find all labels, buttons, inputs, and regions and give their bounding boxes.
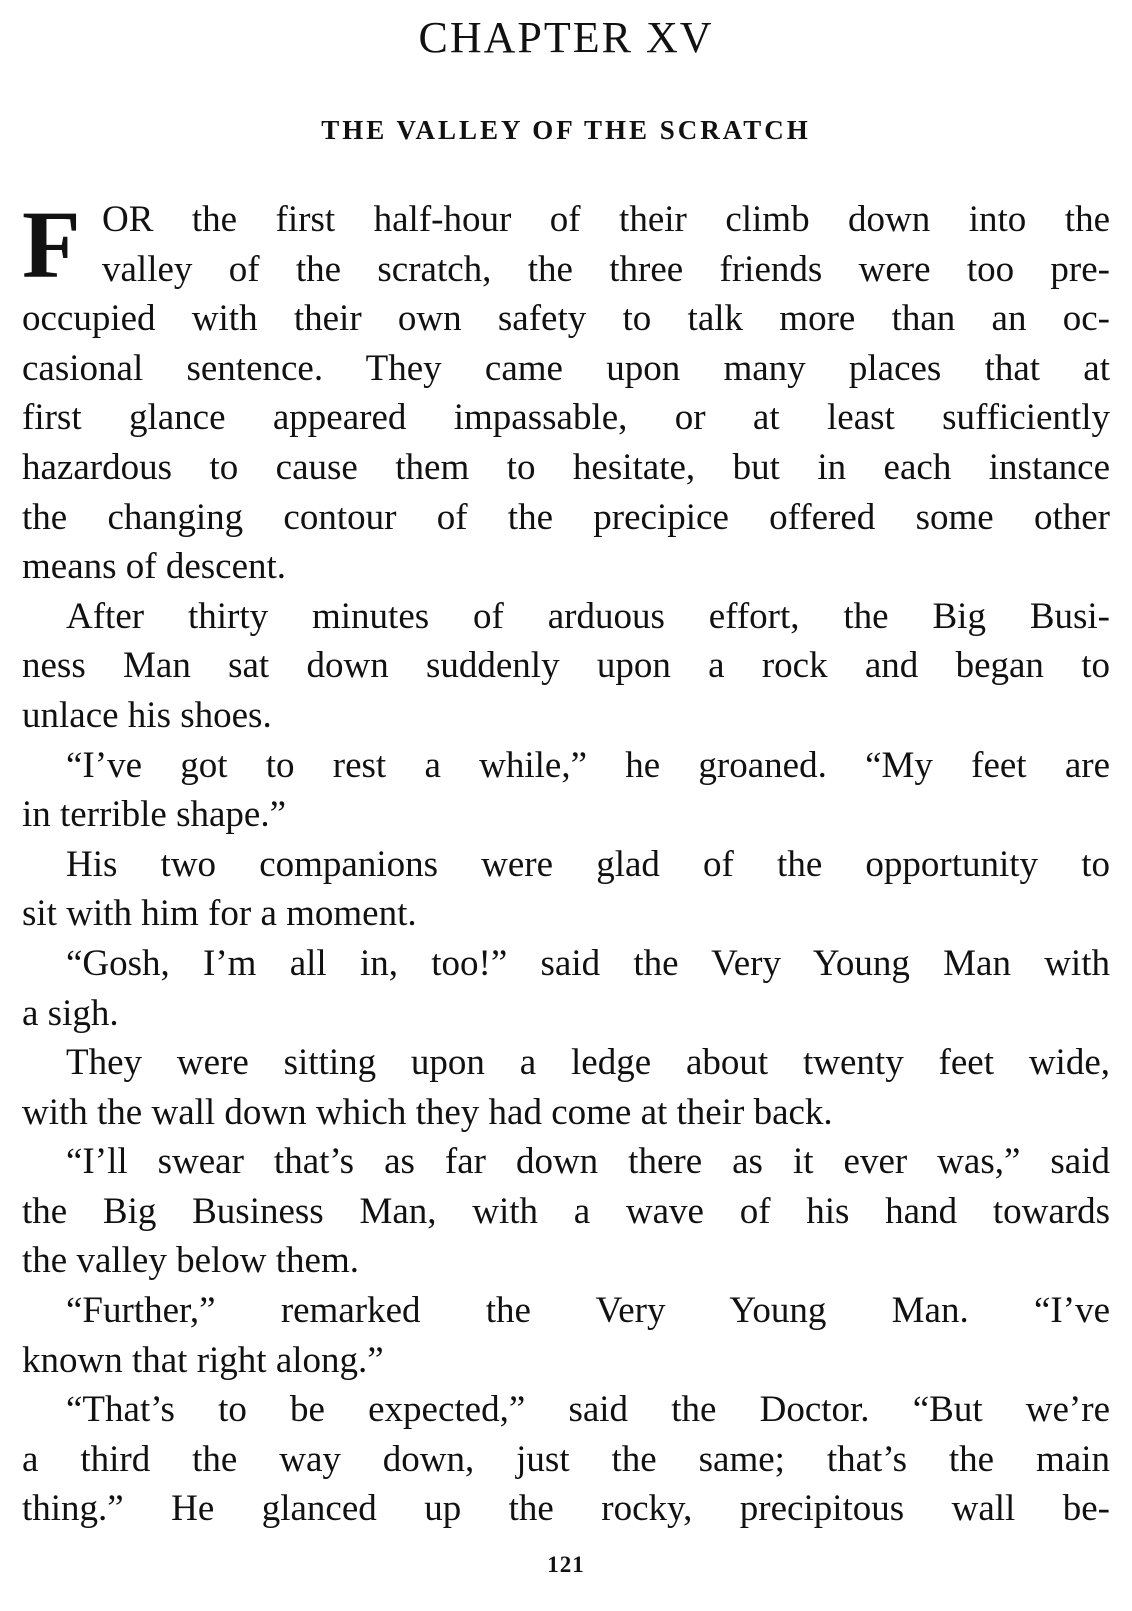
text-line: His two companions were glad of the opportunity to bbox=[66, 843, 1110, 885]
text-line: thing.” He glanced up the rocky, precipitous wall be- bbox=[22, 1488, 1110, 1530]
drop-cap: F bbox=[22, 191, 81, 298]
text-line: “Further,” remarked the Very Young Man. “I’ve bbox=[66, 1290, 1110, 1332]
text-line: with the wall down which they had come at their back. bbox=[22, 1091, 833, 1133]
text-line: the changing contour of the precipice offered some other bbox=[22, 496, 1110, 538]
chapter-title: CHAPTER XV bbox=[418, 13, 714, 62]
text-line: hazardous to cause them to hesitate, but in each instance bbox=[22, 446, 1110, 488]
text-line: a sigh. bbox=[22, 992, 119, 1034]
text-line: “I’ve got to rest a while,” he groaned. “My feet are bbox=[66, 744, 1110, 786]
text-line: a third the way down, just the same; that’s the main bbox=[22, 1438, 1110, 1480]
text-line: occupied with their own safety to talk more than an oc- bbox=[22, 298, 1110, 340]
text-line: means of descent. bbox=[22, 546, 287, 588]
text-line: sit with him for a moment. bbox=[22, 893, 417, 935]
text-line: They were sitting upon a ledge about twenty feet wide, bbox=[66, 1042, 1110, 1084]
text-line: “Gosh, I’m all in, too!” said the Very Young Man with bbox=[66, 942, 1110, 984]
text-line: in terrible shape.” bbox=[22, 794, 287, 836]
page-number: 121 bbox=[547, 1552, 585, 1577]
text-line: After thirty minutes of arduous effort, the Big Busi- bbox=[66, 595, 1110, 637]
text-line: ness Man sat down suddenly upon a rock and began to bbox=[22, 645, 1110, 687]
chapter-subtitle: THE VALLEY OF THE SCRATCH bbox=[321, 115, 811, 145]
book-page bbox=[22, 0, 1110, 1611]
text-line: “That’s to be expected,” said the Doctor. “But we’re bbox=[66, 1389, 1110, 1431]
text-line: OR the first half-hour of their climb down into the bbox=[102, 199, 1110, 240]
text-line: the Big Business Man, with a wave of his hand towards bbox=[22, 1190, 1110, 1232]
text-line: casional sentence. They came upon many places that at bbox=[22, 347, 1110, 389]
text-line: valley of the scratch, the three friends were too pre- bbox=[102, 248, 1110, 290]
text-line: first glance appeared impassable, or at least sufficiently bbox=[22, 397, 1110, 439]
text-line: “I’ll swear that’s as far down there as it ever was,” said bbox=[66, 1141, 1110, 1183]
text-line: the valley below them. bbox=[22, 1240, 360, 1282]
text-line: known that right along.” bbox=[22, 1339, 384, 1381]
text-line: unlace his shoes. bbox=[22, 694, 272, 736]
chapter-body bbox=[22, 191, 1110, 1534]
